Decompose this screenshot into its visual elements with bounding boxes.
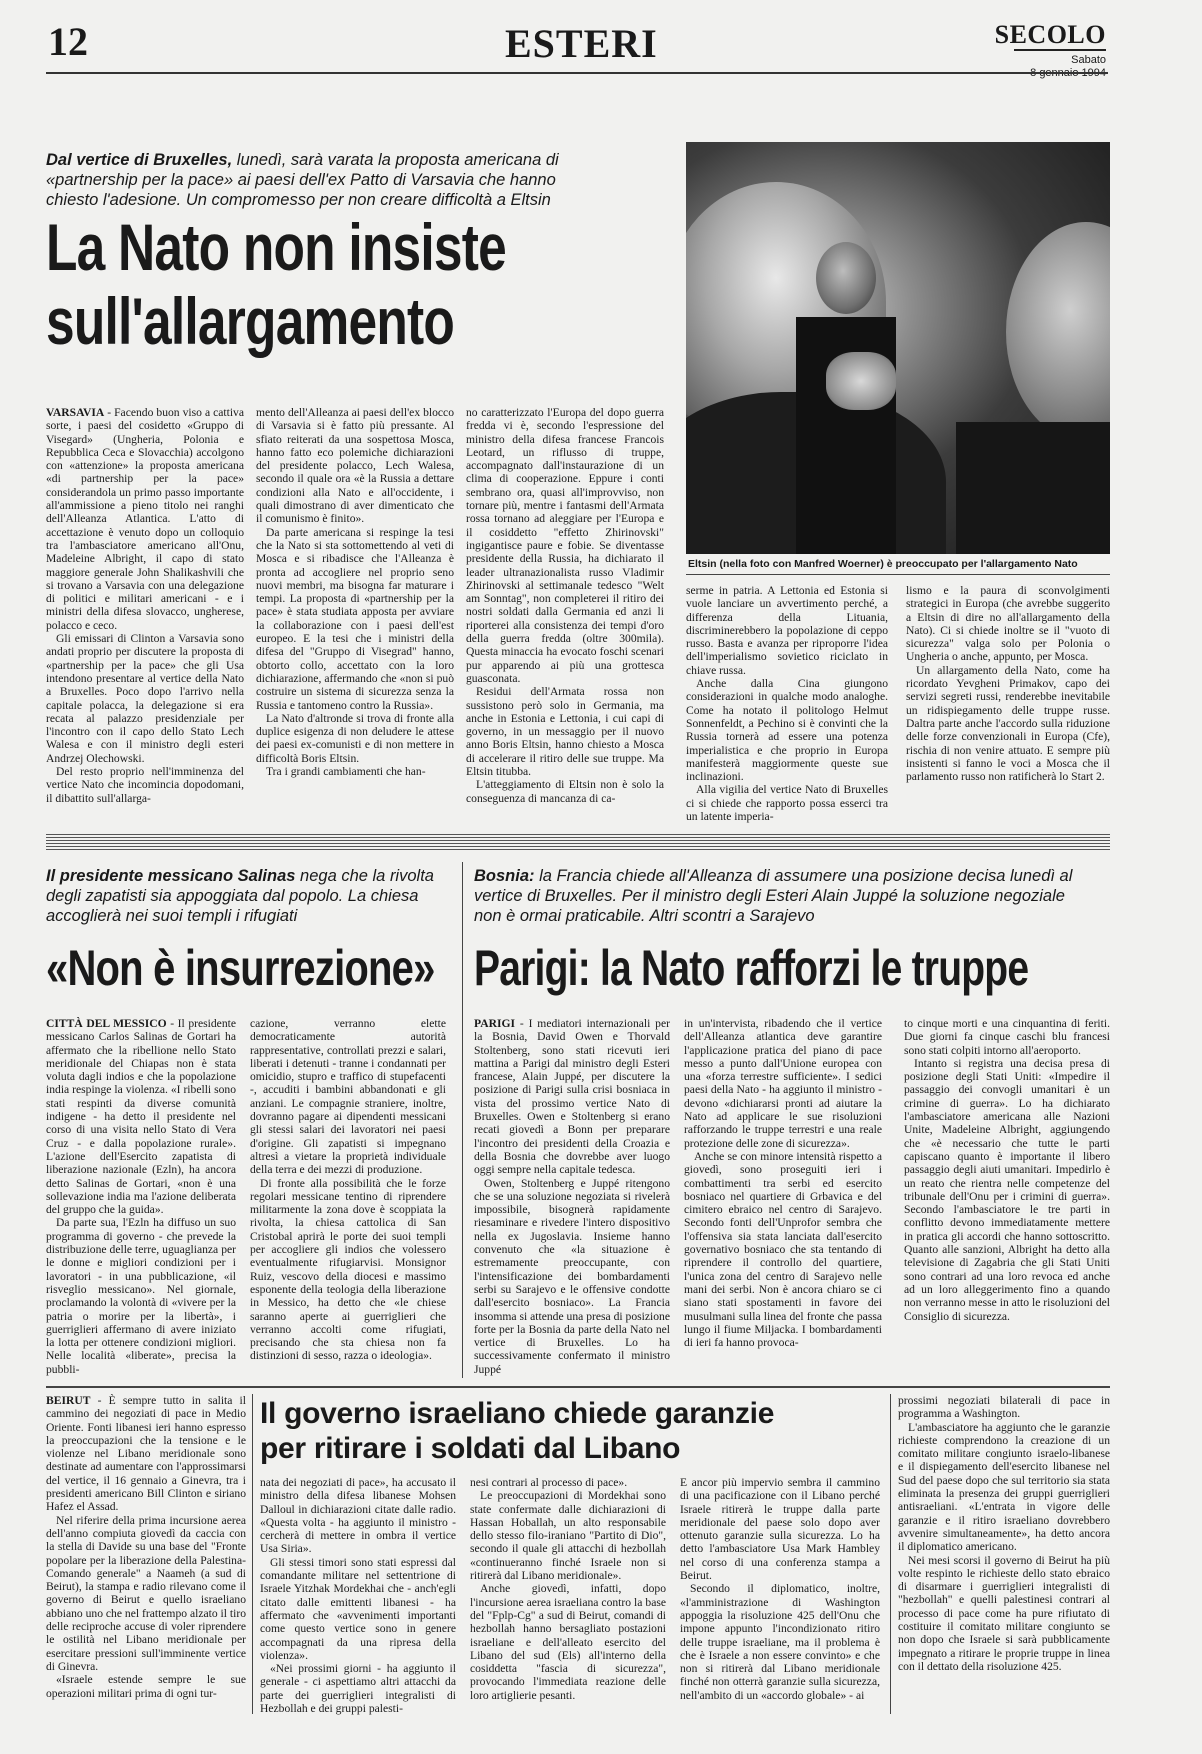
article1-deck: Dal vertice di Bruxelles, lunedì, sarà varata la proposta americana di «partnership per la pace» ai paesi dell'ex Patto di Varsavia che hanno chiesto l'adesione. Un compromesso per non creare difficoltà a Eltsin (46, 151, 559, 209)
caption-rule (686, 574, 1110, 575)
article1-column-4: serme in patria. A Lettonia ed Estonia si vuole lanciare un avvertimento perché, a differenza della Lituania, discriminerebbero la popolazione di ceppo russo. Basta e avanza per riproporre l'idea dell'imperialismo sovietico riciclato in chiave russa. Anche dalla Cina giungono considerazioni in qualche modo analoghe. Come ha notato il politologo Helmut Sonnenfeldt, a Pechino si è convinti che la Russia tornerà ad essere una potenza imperialistica e che proprio in Europa manifesterà maggiormente queste sue inclinazioni. Alla vigilia del vertice Nato di Bruxelles ci si chiede che rapporto possa esserci tra un latente imperia- (686, 584, 888, 824)
article4-column-5: prossimi negoziati bilaterali di pace in programma a Washington. L'ambasciatore ha aggiunto che le garanzie richieste comprendono la creazione di un comitato militare congiunto israelo-libanese e il dispiegamento dell'esercito libanese nel Sud del paese dopo che sul territorio sia stata eliminata la presenza dei gruppi guerriglieri antisraeliani. «L'entrata in vigore delle garanzie e il ritiro israeliano dovrebbero avvenire simultaneamente», ha detto ancora il diplomatico americano. Nei mesi scorsi il governo di Beirut ha più volte respinto le richieste dello stato ebraico di disarmare i guerriglieri integralisti di "hezbollah" e quelli palestinesi contrari al processo di pace come ha pure rifiutato di costituire il comitato militare congiunto se non dopo che Israele si sarà pubblicamente impegnato a ritirare le proprie truppe in linea con il dettato della risoluzione 425. (898, 1394, 1110, 1673)
article4-headline (260, 1396, 774, 1466)
article4-dateline: BEIRUT (46, 1394, 91, 1407)
article3-headline: Parigi: la Nato rafforzi le truppe (474, 940, 1029, 996)
article4-column-4: E ancor più impervio sembra il cammino di una pacificazione con il Libano perché Israele ritirerà le truppe dalla parte meridionale del paese solo dopo aver ottenuto garanzie sulla sicurezza. Lo ha detto l'ambasciatore Usa Mark Hambley nel corso di una conferenza stampa a Beirut. Secondo il diplomatico, inoltre, «l'amministrazione di Washington appoggia la risoluzione 425 dell'Onu che impone appunto l'incondizionato ritiro delle truppe israeliane, ma il problema è che è Israele a non essere convinto» e che non si ritirerà dal Libano meridionale finché non otterrà garanzie sulla sicurezza, nell'ambito di un «accordo globale» - ai (680, 1476, 880, 1702)
column-rule (890, 1394, 891, 1714)
section-divider (46, 834, 1110, 850)
article2-headline: «Non è insurrezione» (46, 940, 435, 996)
article4-column-3: nesi contrari al processo di pace». Le preoccupazioni di Mordekhai sono state confermate dalle dichiarazioni di Hassan Hoballah, un alto responsabile dello stesso filo-iraniano "Partito di Dio", secondo il quale gli attacchi di hezbollah «continueranno finché Israele non si ritirerà dal Libano meridionale». Anche giovedì, infatti, dopo l'incursione aerea israeliana contro la base del "Fplp-Cg" a sud di Beirut, comandi di hezbollah hanno bersagliato postazioni israeliane e dell'alleato esercito del Libano del sud (Els) all'interno della cosiddetta "fascia di sicurezza", provocando l'immediata reazione delle loro artiglierie pesanti. (470, 1476, 666, 1702)
article1-headline (46, 210, 506, 358)
article4-column-1: BEIRUT - È sempre tutto in salita il cammino dei negoziati di pace in Medio Oriente. Fonti libanesi ieri hanno espresso la preoccupazioni che la tensione e le violenze nel Libano meridionale sono destinate ad aumentare con l'approssimarsi del vertice, il 16 gennaio a Ginevra, tra i presidenti americano Bill Clinton e siriano Hafez el Assad. Nel riferire della prima incursione aerea dell'anno compiuta giovedì da caccia con la stella di Davide su una base del "Fronte popolare per la liberazione della Palestina-Comando generale" a Naameh (a sud di Beirut), la stampa e radio rilevano come il governo di Beirut e quello israeliano abbiano uno che nel frattempo alzato il tiro delle reciproche accuse di voler riprendere le ostilità nel Libano meridionale per esercitare pressioni sull'imminente vertice di Ginevra. «Israele estende sempre le sue operazioni militari prima di ogni tur- (46, 1394, 246, 1700)
article1-headline-line1: La Nato non insiste (46, 210, 506, 284)
article3-column-1: PARIGI - I mediatori internazionali per la Bosnia, David Owen e Thorvald Stoltenberg, sono stati ricevuti ieri mattina a Parigi dal ministro degli Esteri francese, Alain Juppé, per discutere la posizione di Parigi sulla crisi bosniaca in vista del prossimo vertice Nato di Bruxelles. Owen e Stoltenberg si erano recati giovedì a Bonn per preparare l'incontro dei presidenti della Croazia e della Bosnia che dovrebbe aver luogo oggi sempre nella capitale tedesca. Owen, Stoltenberg e Juppé ritengono che se una soluzione negoziata si rivelerà impossibile, bisognerà rapidamente riesaminare e rivedere l'intero dispositivo nella ex Jugoslavia. Insieme hanno convenuto che «la situazione è estremamente preoccupante, con l'intensificazione dei bombardamenti serbi su Sarajevo e le offensive condotte dall'esercito bosniaco». La Francia insomma si attende una presa di posizione forte per la Bosnia da parte della Nato nel vertice di Bruxelles. Lo ha successivamente confermato il ministro Juppé (474, 1017, 670, 1376)
article2-column-1: CITTÀ DEL MESSICO - Il presidente messicano Carlos Salinas de Gortari ha affermato che la ribellione nello Stato meridionale del Chiapas non è stata voluta dagli indios e che la popolazione india respinge la violenza. «I ribelli sono stati respinti da diverse comunità indigene - ha detto il presidente nel corso di una visita nello Stato di Vera Cruz - e dalla popolazione rurale». L'azione dell'Esercito zapatista di liberazione nazionale (Ezln), ha ancora detto Salinas de Gortari, «non è una sollevazione india ma l'azione deliberata del gruppo che la guida». Da parte sua, l'Ezln ha diffuso un suo programma di governo - che prevede la distribuzione delle terre, uguaglianza per le donne e migliori condizioni per i lavoratori - in una pubblicazione, «il risveglio messicano». Nel giornale, proclamando la volontà di «vivere per la patria o morire per la libertà», i guerriglieri affermano di avere iniziato la lotta per ottenere condizioni migliori. Nelle località «liberate», precisa la pubbli- (46, 1017, 236, 1376)
article4-headline-line1: Il governo israeliano chiede garanzie (260, 1397, 775, 1430)
eltsin-woerner-photo (686, 142, 1110, 554)
masthead-rule (1014, 49, 1106, 51)
article3-dateline: PARIGI (474, 1017, 516, 1030)
article1-column-3: no caratterizzato l'Europa del dopo guerra fredda vi è, secondo l'espressione del ministro della difesa francese Francois Leotard, un riflusso di truppe, accompagnato dall'instaurazione di un clima di cooperazione. Eppure i conti sembrano ora, quasi all'improvviso, non tornare più, mentre i fantasmi dell'Armata rossa tornano ad aleggiare per l'Europa e il cosiddetto "effetto Zhirinovski" ingigantisce paure e fobie. Se diventasse presidente della Russia, ha dichiarato il leader ultranazionalista russo Vladimir Zhirinovski al settimanale tedesco "Welt am Sonntag", non completerei il ritiro dei nostri soldati dalla Germania ed anzi li riporterei alla consistenza dei tempi d'oro della guerra fredda (oltre 300mila). Questa minaccia ha evocato foschi scenari pur apparendo ai più una grottesca guasconata. Residui dell'Armata rossa non sussistono però solo in Germania, ma anche in Estonia e Lettonia, i cui capi di governo, in un messaggio per il nuovo anno Boris Eltsin, hanno chiesto a Mosca di accelerare il ritiro delle sue truppe. Ma Eltsin titubba. L'atteggiamento di Eltsin non è solo la conseguenza di mancanza di ca- (466, 406, 664, 805)
article3-column-2: in un'intervista, ribadendo che il vertice dell'Alleanza atlantica deve garantire l'applicazione pratica del piano di pace messo a punto dall'Unione europea con una «forza terrestre sufficiente». I sedici paesi della Nato - ha aggiunto il ministro - devono «dichiararsi pronti ad aiutare la Nato ad applicare le sue risoluzioni rafforzando le truppe terrestri e una reale protezione delle zone di sicurezza». Anche se con minore intensità rispetto a giovedì, sono proseguiti ieri i combattimenti tra serbi ed esercito bosniaco nel quartiere di Grbavica e del cimitero ebraico nel centro di Sarajevo. Secondo fonti dell'Unprofor sembra che l'offensiva sia stata lanciata dall'esercito governativo bosniaco che sta tentando di riprendere il controllo del quartiere, l'unica zona del centro di Sarajevo nelle mani dei serbi. Non è ancora chiaro se ci siano stati spostamenti in favore dei musulmani sulla linea del fronte che passa lungo il fiume Miljacka. I bombardamenti di ieri fa hanno provoca- (684, 1017, 882, 1350)
issue-day: Sabato (1071, 54, 1106, 66)
article1-dateline: VARSAVIA (46, 406, 105, 419)
column-rule (462, 862, 463, 1378)
article1-column-2: mento dell'Alleanza ai paesi dell'ex blocco di Varsavia si è fatto più pressante. Al sfiato reiterati da una sospettosa Mosca, hanno fatto eco polemiche dichiarazioni del presidente polacco, Lech Walesa, secondo il quale ora «è la Russia a dettare condizioni alla Nato e all'occidente, i quali dimostrano di aver dimenticato che il comunismo è finito». Da parte americana si respinge la tesi che la Nato si sta sottomettendo al veti di Mosca e si ribadisce che l'Alleanza è pronta ad accogliere nel proprio seno nuovi membri, ma bisogna far maturare i tempi. La proposta di «partnership per la pace» è stata studiata apposta per avviare la collaborazione con i paesi dell'est europeo. E la tesi che i ministri della difesa del "Gruppo di Visegrad" hanno, obtorto collo, accettato con la loro dichiarazione, affermando che «non si può costruire un sistema di sicurezza senza la Russia e tantomeno contro la Russia». La Nato d'altronde si trova di fronte alla duplice esigenza di non deludere le attese dei paesi ex-comunisti e di non mettere in difficoltà Boris Eltsin. Tra i grandi cambiamenti che han- (256, 406, 454, 779)
article4-column-2: nata dei negoziati di pace», ha accusato il ministro della difesa libanese Mohsen Dalloul in dichiarazioni citate dalle radio. «Questa volta - ha aggiunto il ministro - cercherà di mettere in ombra il vertice Usa Siria». Gli stessi timori sono stati espressi dal comandante militare nel settentrione di Israele Yitzhak Mordekhai che - anch'egli citato dalle emittenti libanesi - ha affermato che «avvenimenti importanti come questo vertice sono in genere accompagnati da una ripresa della violenza». «Nei prossimi giorni - ha aggiunto il generale - ci aspettiamo altri attacchi da parte dei guerriglieri integralisti di Hezbollah e dei gruppi palesti- (260, 1476, 456, 1716)
photo-caption: Eltsin (nella foto con Manfred Woerner) è preoccupato per l'allargamento Nato (688, 558, 1078, 570)
masthead: SECOLO (994, 20, 1106, 49)
section-title: ESTERI (505, 21, 658, 66)
header-rule (46, 72, 1108, 74)
article3-deck: Bosnia: la Francia chiede all'Alleanza di assumere una posizione decisa lunedì al vertice di Bruxelles. Per il ministro degli Esteri Alain Juppé la soluzione negoziale non è ormai praticabile. Altri scontri a Sarajevo (474, 867, 1073, 925)
article1-column-1: VARSAVIA - Facendo buon viso a cattiva sorte, i paesi del cosidetto «Gruppo di Visegard» (Ungheria, Polonia e Repubblica Ceca e Slovacchia) accolgono con «attenzione» la proposta americana «di partnership per la pace» considerandola un primo passo importante all'ammissione a pieno titolo nei ranghi dell'Alleanza Atlantica. L'atto di accettazione è venuto dopo un colloquio tra l'ambasciatore americano all'Onu, Madeleine Albright, il capo di stato maggiore generale John Shalikashvili che si trovano a Varsavia con una delegazione di politici e militari americani - e i ministri della difesa slovacco, ungherese, polacco e ceco. Gli emissari di Clinton a Varsavia sono andati proprio per discutere la proposta di «partnership per la pace» che gli Usa intendono presentare al vertice della Nato a Bruxelles. Poco dopo l'arrivo nella capitale polacca, la delegazione si era recata al palazzo presidenziale per l'incontro con il capo dello Stato Lech Walesa e con il ministro degli esteri Andrzej Olechowski. Del resto proprio nell'imminenza del vertice Nato che incomincia dopodomani, il dibattito sull'allarga- (46, 406, 244, 805)
article2-column-2: cazione, verranno elette democraticamente autorità rappresentative, controllati prezzi e salari, liberati i detenuti - tranne i condannati per omicidio, stupro e traffico di stupefacenti -, accuditi i bambini abbandonati e gli anziani. Le compagnie straniere, inoltre, dovranno pagare ai dipendenti messicani gli stessi salari dei lavoratori nei paesi d'origine. Gli zapatisti si impegnano altresì a vietare la proprietà individuale della terra e dei mezzi di produzione. Di fronte alla possibilità che le forze regolari messicane tentino di riprendere militarmente la zona dove è scoppiata la rivolta, la chiesa cattolica di San Cristobal aprirà le porte dei suoi templi per accogliere gli indios che volessero eventualmente rifugiarvisi. Monsignor Ruiz, vescovo della diocesi e massimo esponente della teologia della liberazione in Messico, ha detto che «le chiese saranno aperte ai guerriglieri che verranno accolti come rifugiati, precisando che sta chiesa non fa distinzioni di sesso, razza o ideologia». (250, 1017, 446, 1363)
article4-headline-line2: per ritirare i soldati dal Libano (260, 1432, 681, 1465)
page-number: 12 (48, 19, 88, 64)
article3-column-3: to cinque morti e una cinquantina di feriti. Due giorni fa cinque caschi blu francesi sono stati colpiti intorno all'aeroporto. Intanto si registra una decisa presa di posizione degli Stati Uniti: «Impedire il passaggio dei convogli umanitari è un crimine di guerra». Lo ha dichiarato l'ambasciatore americana alle Nazioni Unite, Madeleine Albright, aggiungendo che «è necessario che tutte le parti capiscano quanto è importante il libero passaggio degli aiuti umanitari. Impedirlo è un reato che rientra nelle competenze del tribunale dell'Onu per i crimini di guerra». Secondo l'ambasciatore le tre parti in conflitto devono immediatamente mettere in pratica gli accordi che hanno sottoscritto. Quanto alle sanzioni, Albright ha detto alla televisione di Zagabria che gli Stati Uniti sono contrari ad una loro revoca ed anche ad un loro alleggerimento fino a quando non verranno messe in atto le risoluzioni del Consiglio di sicurezza. (904, 1017, 1110, 1323)
lower-divider (46, 1386, 1110, 1388)
article2-dateline: CITTÀ DEL MESSICO (46, 1017, 167, 1030)
article1-headline-line2: sull'allargamento (46, 284, 455, 358)
article1-column-5: lismo e la paura di sconvolgimenti strategici in Europa (che avrebbe suggerito a Eltsin di dire no all'allargamento della Nato). Ci si chiede inoltre se il "vuoto di sicurezza" valga solo per Polonia o Ungheria o anche, appunto, per Mosca. Un allargamento della Nato, come ha ricordato Yevgheni Primakov, capo dei servizi segreti russi, renderebbe inevitabile un ridispiegamento delle truppe russe. Daltra parte anche l'accordo sulla riduzione delle forze convenzionali in Europa (Cfe), rischia di non venire attuato. E sempre più insistenti si fanno le voci a Mosca che il parlamento russo non ratificherà lo Start 2. (906, 584, 1110, 784)
column-rule (252, 1394, 253, 1714)
article2-deck: Il presidente messicano Salinas nega che la rivolta degli zapatisti sia appoggiata dal popolo. La chiesa accoglierà nei suoi templi i rifugiati (46, 867, 434, 925)
